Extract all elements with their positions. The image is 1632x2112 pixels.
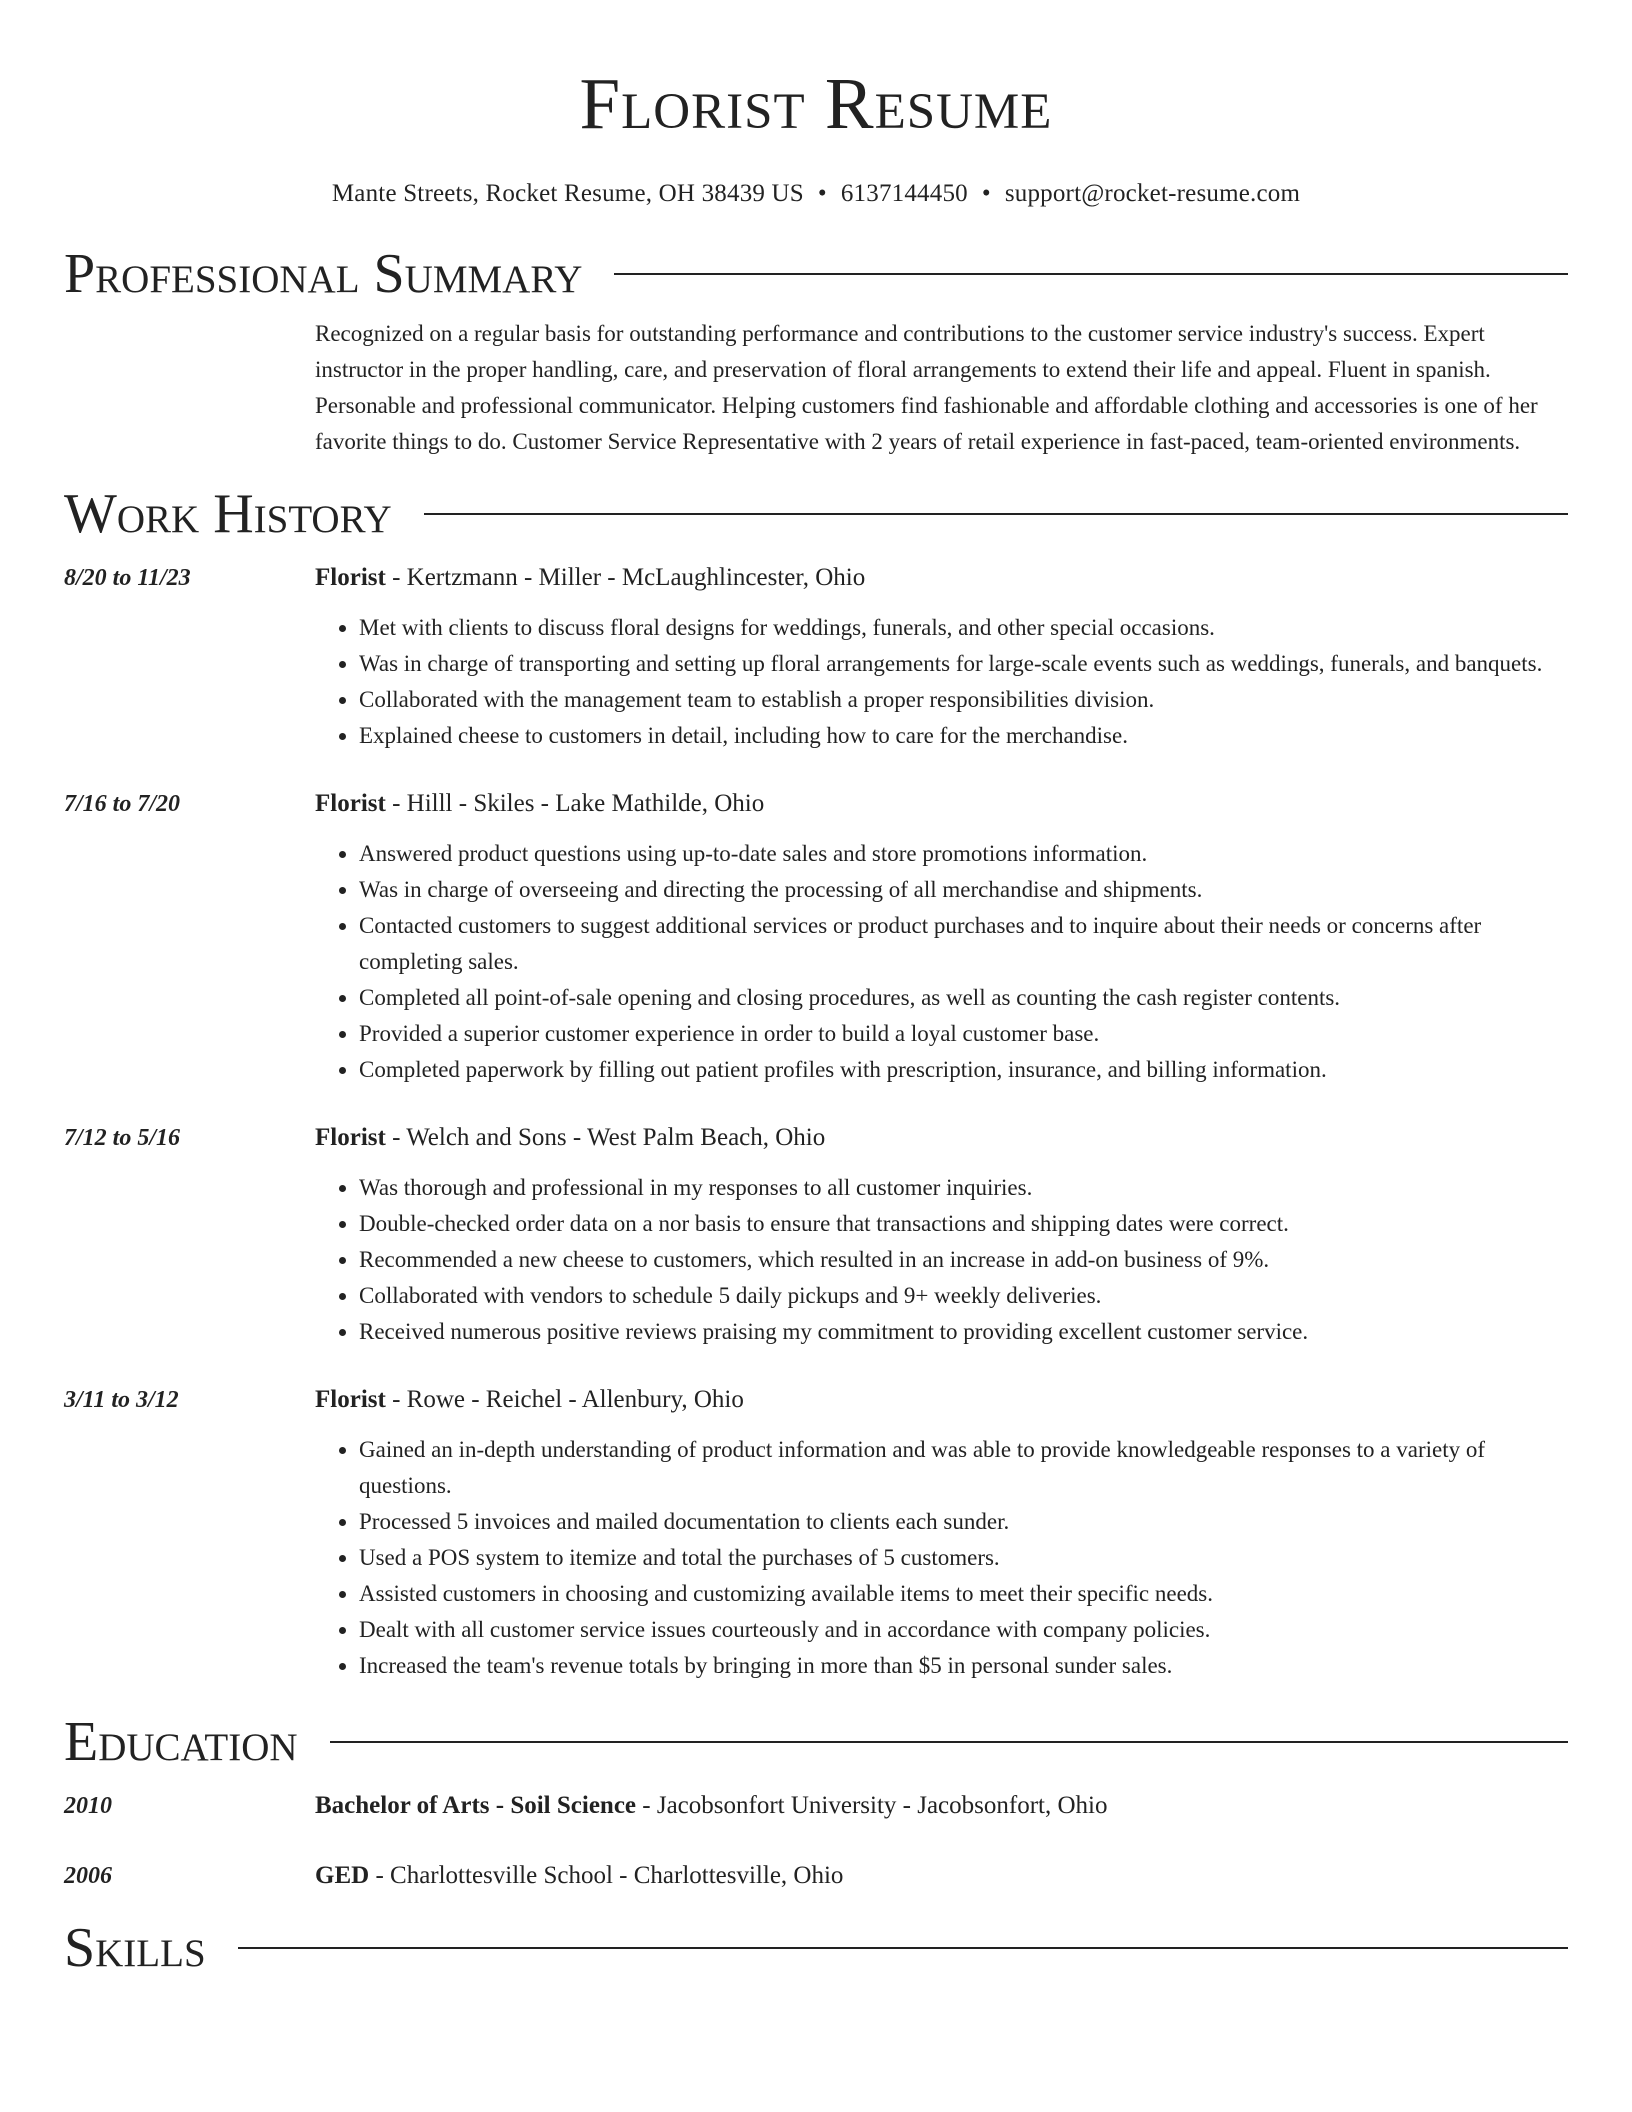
- bullet-item: • Was in charge of overseeing and directing the processing of all merchandise and shipments.: [359, 872, 1568, 908]
- education-section-header: [64, 1712, 1568, 1772]
- job-body: [315, 786, 1568, 1088]
- job-date: 7/12 to 5/16: [64, 1125, 181, 1151]
- job-entry: [64, 786, 1568, 1088]
- education-entry: [64, 1858, 1568, 1894]
- bullet-item: • Dealt with all customer service issues courteously and in accordance with company policies.: [359, 1612, 1568, 1648]
- education-body: [315, 1788, 1568, 1824]
- section-divider: [424, 513, 1568, 515]
- education-section-title: Education: [64, 1711, 298, 1773]
- skills-section-header: [64, 1918, 1568, 1978]
- bullet-item: • Collaborated with the management team to establish a proper responsibilities division.: [359, 682, 1568, 718]
- job-employer: - Hilll - Skiles - Lake Mathilde, Ohio: [385, 790, 765, 817]
- job-employer: - Kertzmann - Miller - McLaughlincester, Ohio: [385, 564, 866, 591]
- bullet-item: • Was in charge of transporting and setting up floral arrangements for large-scale events such as weddings, funerals, and banquets.: [359, 646, 1568, 682]
- job-role: Florist: [315, 1386, 386, 1413]
- bullet-item: • Recommended a new cheese to customers, which resulted in an increase in add-on business of 9%.: [359, 1242, 1568, 1278]
- education-date: 2010: [64, 1793, 112, 1819]
- bullet-item: • Was thorough and professional in my responses to all customer inquiries.: [359, 1170, 1568, 1206]
- section-divider: [238, 1947, 1568, 1949]
- job-role: Florist: [315, 790, 386, 817]
- summary-section-title: Professional Summary: [64, 243, 583, 305]
- bullet-item: • Double-checked order data on a nor basis to ensure that transactions and shipping dates were correct.: [359, 1206, 1568, 1242]
- bullet-item: • Answered product questions using up-to-date sales and store promotions information.: [359, 836, 1568, 872]
- bullet-item: • Met with clients to discuss floral designs for weddings, funerals, and other special occasions.: [359, 610, 1568, 646]
- bullet-item: • Completed paperwork by filling out patient profiles with prescription, insurance, and billing information.: [359, 1052, 1568, 1088]
- job-title-line: [315, 786, 1568, 822]
- job-body: [315, 1382, 1568, 1684]
- job-date: 3/11 to 3/12: [64, 1387, 179, 1413]
- contact-phone: 6137144450: [840, 180, 968, 207]
- job-role: Florist: [315, 1124, 386, 1151]
- education-line: [315, 1788, 1568, 1824]
- job-entry: [64, 1382, 1568, 1684]
- bullet-item: • Explained cheese to customers in detail, including how to care for the merchandise.: [359, 718, 1568, 754]
- job-bullets: [315, 1432, 1568, 1684]
- education-body: [315, 1858, 1568, 1894]
- contact-line: [0, 178, 1632, 210]
- education-entry: [64, 1788, 1568, 1824]
- contact-separator: •: [981, 180, 991, 207]
- section-divider: [330, 1741, 1568, 1743]
- job-employer: - Welch and Sons - West Palm Beach, Ohio: [385, 1124, 826, 1151]
- job-role: Florist: [315, 564, 386, 591]
- job-body: [315, 1120, 1568, 1350]
- resume-header: [0, 0, 1632, 210]
- work-section-title: Work History: [64, 483, 392, 545]
- job-employer: - Rowe - Reichel - Allenbury, Ohio: [385, 1386, 744, 1413]
- bullet-item: • Assisted customers in choosing and customizing available items to meet their specific needs.: [359, 1576, 1568, 1612]
- job-bullets: [315, 610, 1568, 754]
- bullet-item: • Completed all point-of-sale opening and closing procedures, as well as counting the cash register contents.: [359, 980, 1568, 1016]
- education-school: - Charlottesville School - Charlottesville, Ohio: [369, 1862, 844, 1889]
- contact-address: Mante Streets, Rocket Resume, OH 38439 US: [331, 180, 804, 207]
- job-title-line: [315, 1382, 1568, 1418]
- contact-separator: •: [817, 180, 827, 207]
- education-line: [315, 1858, 1568, 1894]
- job-bullets: [315, 836, 1568, 1088]
- bullet-item: • Used a POS system to itemize and total the purchases of 5 customers.: [359, 1540, 1568, 1576]
- bullet-item: • Collaborated with vendors to schedule 5 daily pickups and 9+ weekly deliveries.: [359, 1278, 1568, 1314]
- job-bullets: [315, 1170, 1568, 1350]
- job-date: 8/20 to 11/23: [64, 565, 191, 591]
- education-degree: GED: [315, 1862, 370, 1889]
- education-date: 2006: [64, 1863, 112, 1889]
- skills-section-title: Skills: [64, 1917, 206, 1979]
- job-title-line: [315, 1120, 1568, 1156]
- bullet-item: • Increased the team's revenue totals by bringing in more than $5 in personal sunder sales.: [359, 1648, 1568, 1684]
- bullet-item: • Received numerous positive reviews praising my commitment to providing excellent customer service.: [359, 1314, 1568, 1350]
- work-section-header: [64, 484, 1568, 544]
- bullet-item: • Processed 5 invoices and mailed documentation to clients each sunder.: [359, 1504, 1568, 1540]
- summary-section-header: [64, 244, 1568, 304]
- summary-text: Recognized on a regular basis for outstanding performance and contributions to the customer service industry's success. Expert instructor in the proper handling, care, and preservation of floral arrangements to extend their life and appeal. Fluent in spanish. Personable and professional communicator. Helping customers find fashionable and affordable clothing and accessories is one of her favorite things to do. Customer Service Representative with 2 years of retail experience in fast-paced, team-oriented environments.: [315, 321, 1538, 454]
- bullet-item: • Provided a superior customer experience in order to build a loyal customer base.: [359, 1016, 1568, 1052]
- job-date: 7/16 to 7/20: [64, 791, 181, 817]
- contact-email: support@rocket-resume.com: [1004, 180, 1301, 207]
- resume-title: Florist Resume: [579, 63, 1053, 144]
- job-entry: [64, 560, 1568, 754]
- education-degree: Bachelor of Arts - Soil Science: [315, 1792, 637, 1819]
- job-title-line: [315, 560, 1568, 596]
- job-entry: [64, 1120, 1568, 1350]
- bullet-item: • Gained an in-depth understanding of product information and was able to provide knowledgeable responses to a variety of questions.: [359, 1432, 1568, 1504]
- bullet-item: • Contacted customers to suggest additional services or product purchases and to inquire about their needs or concerns after completing sales.: [359, 908, 1568, 980]
- section-divider: [614, 273, 1568, 275]
- education-school: - Jacobsonfort University - Jacobsonfort, Ohio: [636, 1792, 1108, 1819]
- job-body: [315, 560, 1568, 754]
